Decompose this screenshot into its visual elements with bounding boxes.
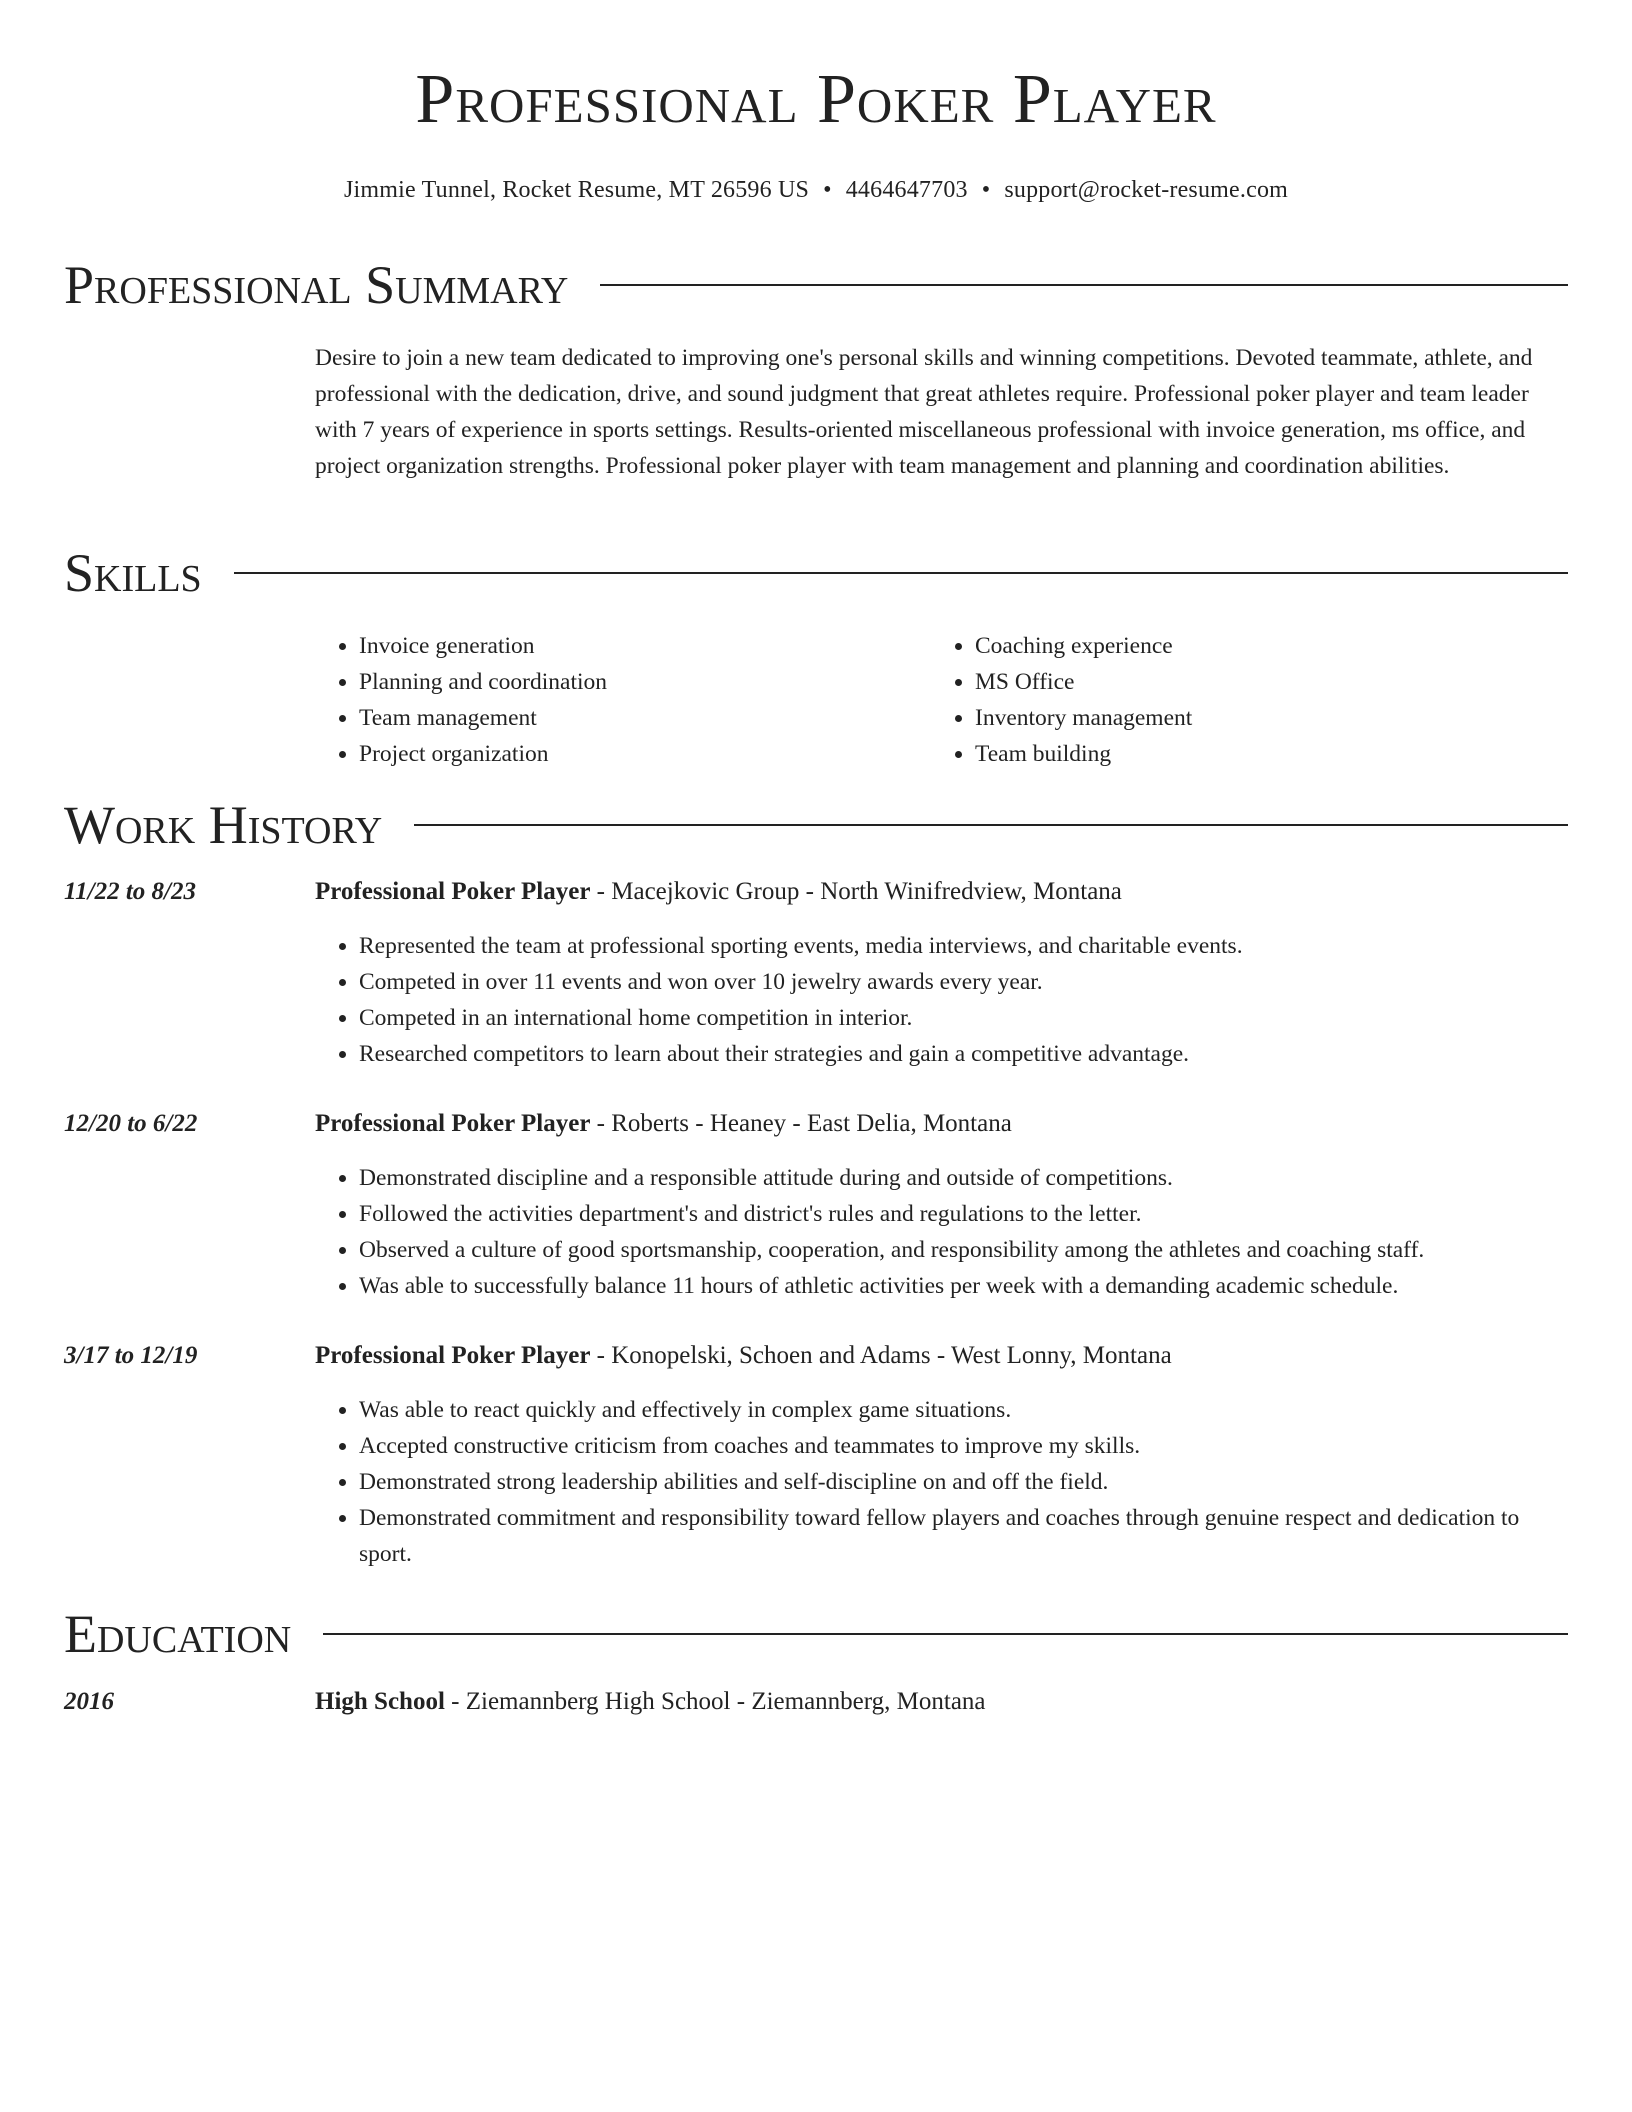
skill-item: • Coaching experience	[975, 628, 1547, 664]
job-title: Professional Poker Player	[315, 1342, 591, 1369]
skills-list	[315, 628, 1568, 772]
job-bullet: • Competed in an international home competition in interior.	[359, 1000, 1568, 1036]
job-bullet: • Observed a culture of good sportsmanship, cooperation, and responsibility among the athletes and coaching staff.	[359, 1232, 1568, 1268]
job-bullet: • Was able to successfully balance 11 hours of athletic activities per week with a demanding academic schedule.	[359, 1268, 1568, 1304]
section-divider	[323, 1633, 1568, 1635]
job-details: - Roberts - Heaney - East Delia, Montana	[590, 1110, 1012, 1137]
skill-item: • Team building	[975, 736, 1547, 772]
job-bullet: • Followed the activities department's and district's rules and regulations to the letter.	[359, 1196, 1568, 1232]
job-headline	[315, 874, 1568, 910]
skill-item: • Planning and coordination	[359, 664, 931, 700]
contact-address: Jimmie Tunnel, Rocket Resume, MT 26596 US	[343, 177, 810, 203]
job-bullet: • Competed in over 11 events and won over 10 jewelry awards every year.	[359, 964, 1568, 1000]
job-bullet: • Demonstrated strong leadership abilities and self-discipline on and off the field.	[359, 1464, 1568, 1500]
skill-item: • Project organization	[359, 736, 931, 772]
job-bullets	[315, 1392, 1568, 1572]
section-heading: Education	[64, 1604, 292, 1664]
education-section-header	[64, 1604, 1568, 1664]
skill-item: • Inventory management	[975, 700, 1547, 736]
contact-phone: 4464647703	[845, 177, 968, 203]
job-bullet: • Was able to react quickly and effectively in complex game situations.	[359, 1392, 1568, 1428]
separator-dot: •	[981, 177, 991, 203]
job-headline	[315, 1106, 1568, 1142]
separator-dot: •	[823, 177, 832, 203]
skill-item: • MS Office	[975, 664, 1547, 700]
skill-item: • Team management	[359, 700, 931, 736]
job-bullets	[315, 1160, 1568, 1304]
skills-section-header	[64, 543, 1568, 603]
education-details: - Ziemannberg High School - Ziemannberg, Montana	[444, 1688, 986, 1715]
job-title: Professional Poker Player	[315, 878, 591, 905]
skill-item: • Invoice generation	[359, 628, 931, 664]
education-headline	[315, 1684, 1568, 1720]
skills-column-right	[931, 628, 1547, 772]
education-degree: High School	[315, 1688, 445, 1715]
job-dates: 12/20 to 6/22	[64, 1110, 198, 1137]
page-title: Professional Poker Player	[415, 61, 1217, 138]
education-year: 2016	[64, 1688, 114, 1715]
work-section-header	[64, 795, 1568, 855]
job-title: Professional Poker Player	[315, 1110, 591, 1137]
section-divider	[600, 284, 1568, 286]
section-heading: Skills	[64, 543, 202, 603]
job-dates: 11/22 to 8/23	[64, 878, 196, 905]
section-divider	[234, 572, 1568, 574]
summary-section-header	[64, 255, 1568, 315]
skills-column-left	[315, 628, 931, 772]
section-heading: Professional Summary	[64, 255, 569, 315]
job-bullet: • Accepted constructive criticism from coaches and teammates to improve my skills.	[359, 1428, 1568, 1464]
contact-email: support@rocket-resume.com	[1004, 177, 1289, 203]
job-bullets	[315, 928, 1568, 1072]
section-divider	[414, 824, 1568, 826]
job-dates: 3/17 to 12/19	[64, 1342, 198, 1369]
job-details: - Konopelski, Schoen and Adams - West Lonny, Montana	[590, 1342, 1172, 1369]
job-bullet: • Represented the team at professional sporting events, media interviews, and charitable events.	[359, 928, 1568, 964]
job-bullet: • Researched competitors to learn about their strategies and gain a competitive advantage.	[359, 1036, 1568, 1072]
job-details: - Macejkovic Group - North Winifredview, Montana	[590, 878, 1122, 905]
section-heading: Work History	[64, 795, 383, 855]
job-bullet: • Demonstrated commitment and responsibility toward fellow players and coaches through genuine respect and dedication to sport.	[359, 1500, 1568, 1572]
job-headline	[315, 1338, 1568, 1374]
summary-text: Desire to join a new team dedicated to improving one's personal skills and winning competitions. Devoted teammate, athlete, and professional with the dedication, drive, and sound judgment that great athletes require. Professional poker player and team leader with 7 years of experience in sports settings. Results-oriented miscellaneous professional with invoice generation, ms office, and project organization strengths. Professional poker player with team management and planning and coordination abilities.	[315, 345, 1533, 479]
job-bullet: • Demonstrated discipline and a responsible attitude during and outside of competitions.	[359, 1160, 1568, 1196]
contact-line	[0, 174, 1632, 206]
